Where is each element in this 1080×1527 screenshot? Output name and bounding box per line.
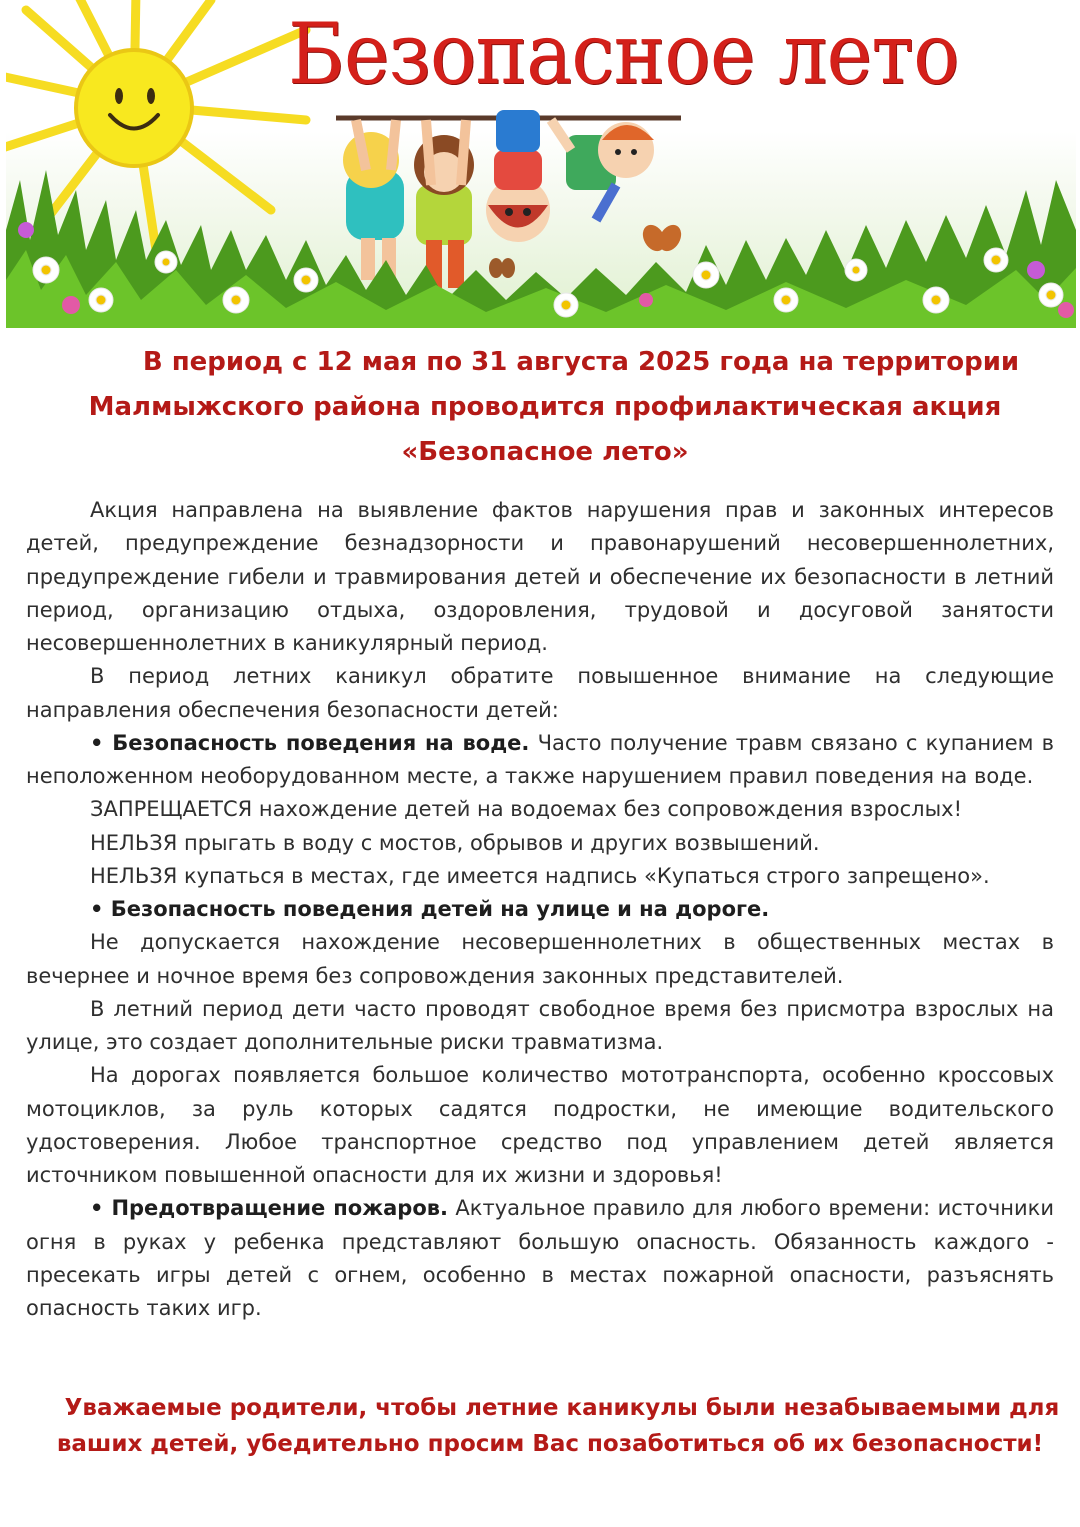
- headline: [30, 340, 1060, 475]
- body-text: [26, 494, 1054, 1325]
- bullet: •: [90, 897, 104, 921]
- paragraph-supervision: В летний период дети часто проводят свободное время без присмотра взрослых на улице, это создает дополнительные риски травматизма.: [26, 996, 1054, 1054]
- sun-icon: [76, 50, 192, 166]
- closing-appeal: [30, 1390, 1070, 1462]
- headline-line-2: Малмыжского района проводится профилактическая акция: [88, 392, 1002, 422]
- banner: [6, 0, 1076, 328]
- closing-line-1: Уважаемые родители, чтобы летние каникулы были незабываемыми для: [64, 1395, 1060, 1421]
- paragraph-fire-safety: [26, 1192, 1054, 1325]
- bullet: •: [90, 730, 104, 755]
- headline-line-3: «Безопасное лето»: [401, 437, 689, 467]
- headline-line-1: В период с 12 мая по 31 августа 2025 года на территории: [142, 347, 1020, 377]
- banner-title: Безопасное лето: [288, 5, 959, 103]
- paragraph-directions: В период летних каникул обратите повышенное внимание на следующие направления обеспечения безопасности детей:: [26, 664, 1054, 722]
- water-safety-heading: Безопасность поведения на воде.: [112, 730, 530, 755]
- fire-safety-heading: Предотвращение пожаров.: [111, 1196, 449, 1221]
- fire-safety-text: Актуальное правило для любого времени: источники огня в руках у ребенка представляют большую опасность. Обязанность каждого - пресекать игры детей с огнем, особенно в местах пожарной опасности, разъяснять опасность таких игр.: [26, 1196, 1054, 1320]
- paragraph-no-swimming: НЕЛЬЗЯ купаться в местах, где имеется надпись «Купаться строго запрещено».: [90, 863, 990, 888]
- street-safety-heading: Безопасность поведения детей на улице и на дороге.: [110, 897, 770, 921]
- water-safety-text: Часто получение травм связано с купанием в неположенном необорудованном месте, а также нарушением правил поведения на воде.: [26, 730, 1055, 788]
- paragraph-motorcycles: На дорогах появляется большое количество мототранспорта, особенно кроссовых мотоциклов, за руль которых садятся подростки, не имеющие водительского удостоверения. Любое транспортное средство под управлением детей является источником повышенной опасности для их жизни и здоровья!: [26, 1063, 1054, 1187]
- paragraph-curfew: Не допускается нахождение несовершеннолетних в общественных местах в вечернее и ночное время без сопровождения законных представителей.: [26, 930, 1054, 988]
- paragraph-intro: Акция направлена на выявление фактов нарушения прав и законных интересов детей, предупреждение безнадзорности и правонарушений несовершеннолетних, предупреждение гибели и травмирования детей и обеспечение их безопасности в летний период, организацию отдыха, оздоровления, трудовой и досуговой занятости несовершеннолетних в каникулярный период.: [26, 498, 1054, 655]
- closing-line-2: ваших детей, убедительно просим Вас позаботиться об их безопасности!: [56, 1431, 1044, 1457]
- paragraph-prohibited: ЗАПРЕЩАЕТСЯ нахождение детей на водоемах без сопровождения взрослых!: [90, 797, 963, 822]
- paragraph-no-jumping: НЕЛЬЗЯ прыгать в воду с мостов, обрывов и других возвышений.: [90, 830, 820, 855]
- bullet: •: [90, 1196, 104, 1221]
- paragraph-street-safety: [26, 893, 1054, 926]
- paragraph-water-safety: [26, 727, 1054, 794]
